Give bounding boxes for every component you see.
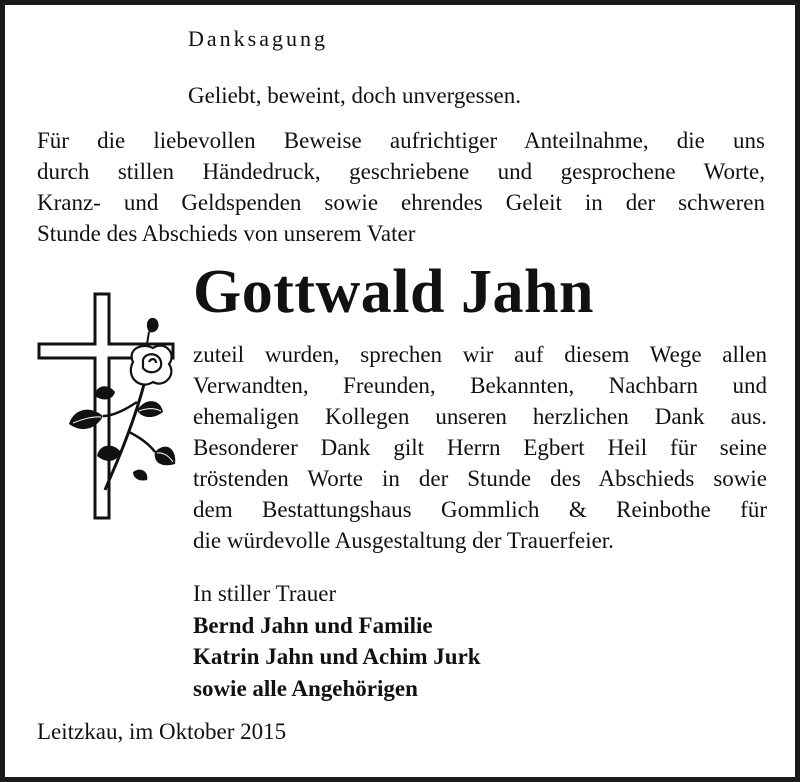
place-date: Leitzkau, im Oktober 2015 <box>37 719 287 744</box>
cross-with-rose-icon <box>37 292 177 522</box>
thanks-line: die würdevolle Ausgestaltung der Trauerfeier. <box>193 528 614 553</box>
deceased-name: Gottwald Jahn <box>193 258 594 326</box>
thanks-line: Besonderer Dank gilt Herrn Egbert Heil für seine <box>193 435 767 460</box>
intro-line: durch stillen Händedruck, geschriebene und gesprochene Worte, <box>37 159 765 184</box>
mourning-intro: In stiller Trauer <box>193 581 337 606</box>
notice-motto: Geliebt, beweint, doch unvergessen. <box>188 83 521 108</box>
mourner-name: Bernd Jahn und Familie <box>193 612 433 638</box>
intro-line: Stunde des Abschieds von unserem Vater <box>37 221 416 246</box>
thanks-line: dem Bestattungshaus Gommlich & Reinbothe für <box>193 497 767 522</box>
thanks-line: ehemaligen Kollegen unseren herzlichen Dank aus. <box>193 404 767 429</box>
mourner-name: sowie alle Angehörigen <box>193 675 418 701</box>
intro-line: Kranz- und Geldspenden sowie ehrendes Geleit in der schweren <box>37 190 765 215</box>
thanks-line: tröstenden Worte in der Stunde des Abschieds sowie <box>193 466 767 491</box>
notice-heading: Danksagung <box>188 26 328 51</box>
intro-line: Für die liebevollen Beweise aufrichtiger Anteilnahme, die uns <box>37 128 765 153</box>
mourners-block <box>193 578 481 704</box>
thanks-line: zuteil wurden, sprechen wir auf diesem Wege allen <box>193 342 767 367</box>
thanks-paragraph <box>193 339 767 556</box>
thanks-line: Verwandten, Freunden, Bekannten, Nachbarn und <box>193 373 767 398</box>
mourner-name: Katrin Jahn und Achim Jurk <box>193 644 481 669</box>
intro-paragraph <box>37 125 765 249</box>
